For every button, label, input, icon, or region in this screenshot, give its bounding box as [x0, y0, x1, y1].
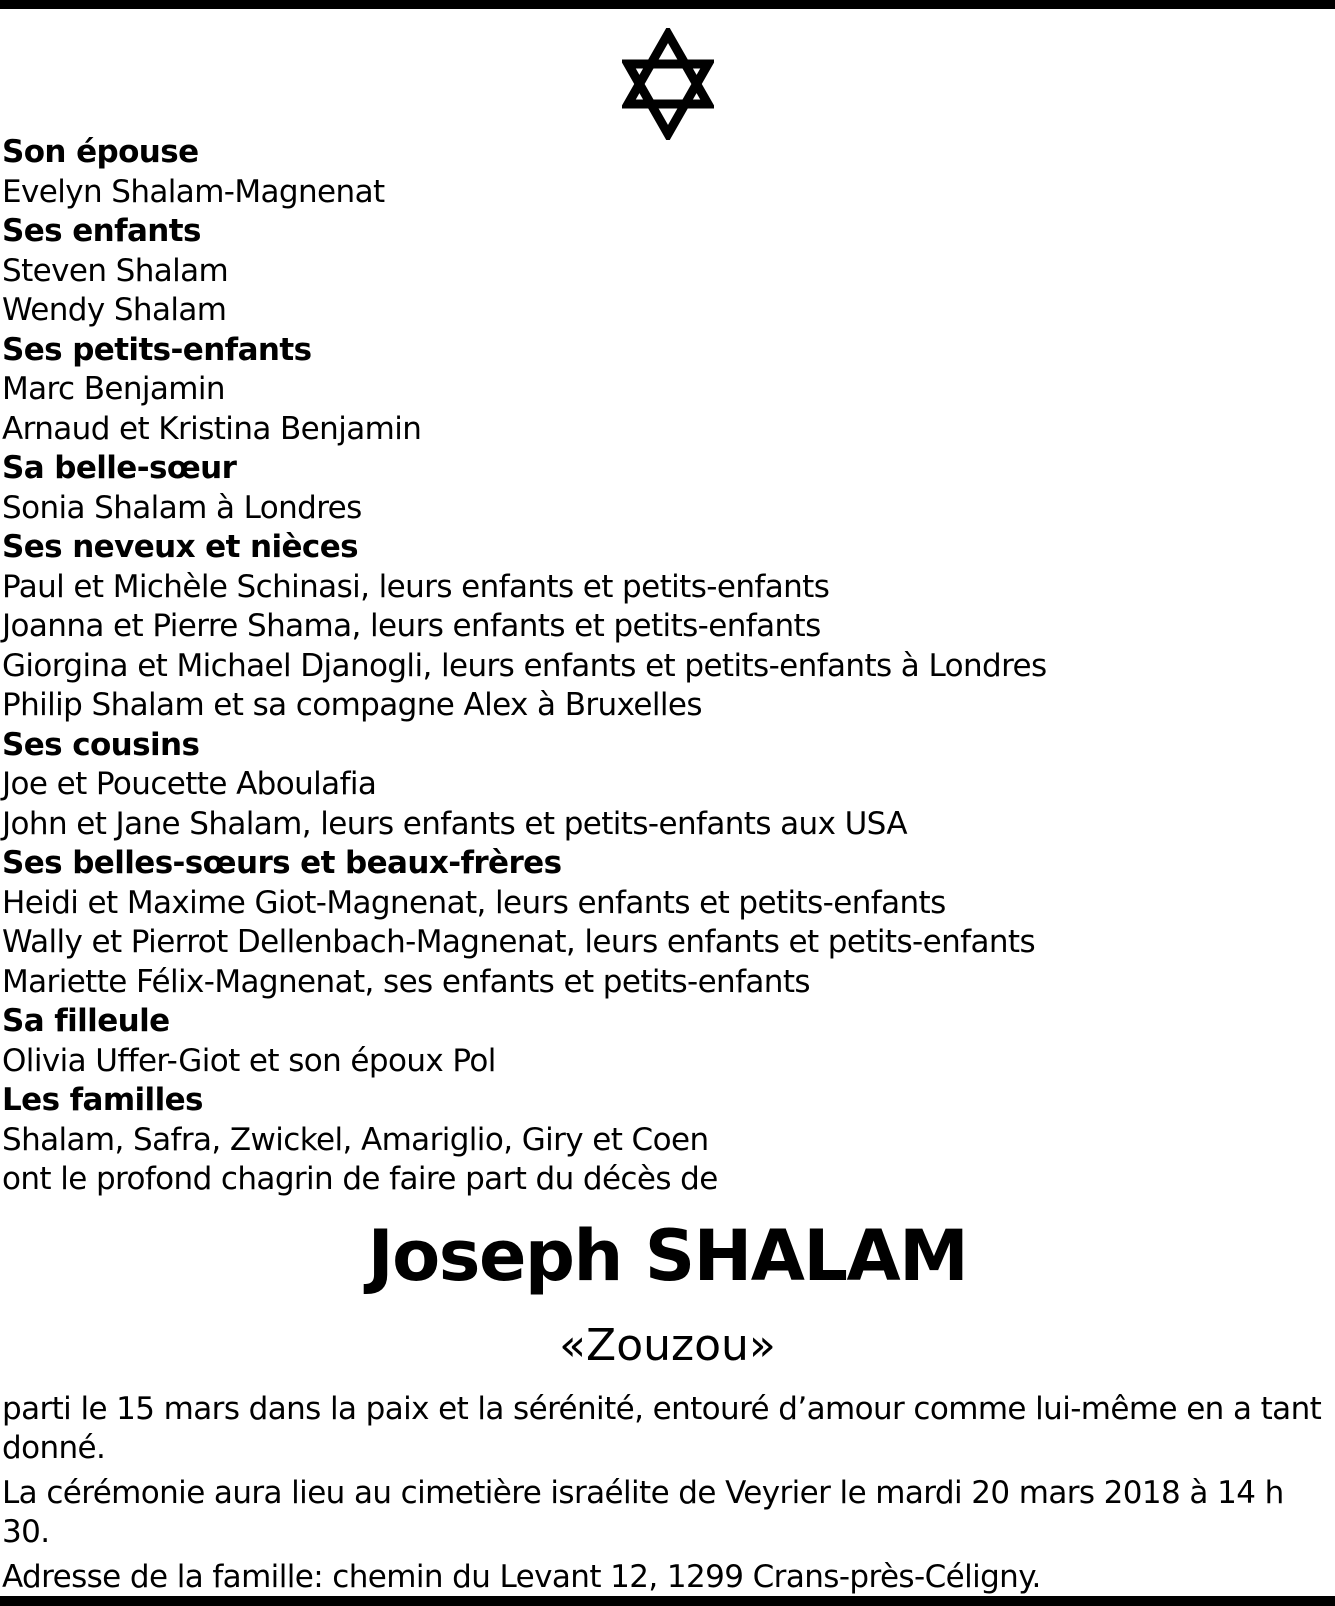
- passing-paragraph: parti le 15 mars dans la paix et la sérénité, entouré d’amour comme lui-même en a tant donné.: [2, 1391, 1322, 1466]
- family-group-heading: Ses belles-sœurs et beaux-frères: [2, 845, 562, 881]
- bottom-border-rule: [0, 1596, 1335, 1606]
- family-member-line: Mariette Félix-Magnenat, ses enfants et petits-enfants: [2, 963, 810, 1000]
- family-group-heading: Son épouse: [2, 134, 199, 170]
- family-member-line: Sonia Shalam à Londres: [2, 489, 362, 526]
- family-group-heading: Ses enfants: [2, 213, 201, 249]
- family-member-line: Wally et Pierrot Dellenbach-Magnenat, leurs enfants et petits-enfants: [2, 924, 1035, 960]
- family-member-line: Olivia Uffer-Giot et son époux Pol: [2, 1042, 496, 1079]
- top-border-rule: [0, 0, 1335, 9]
- family-member-line: ont le profond chagrin de faire part du décès de: [2, 1161, 718, 1197]
- ceremony-paragraph: La cérémonie aura lieu au cimetière israélite de Veyrier le mardi 20 mars 2018 à 14 h 30.: [2, 1475, 1284, 1550]
- family-address-paragraph: Adresse de la famille: chemin du Levant 12, 1299 Crans-près-Céligny.: [2, 1559, 1041, 1595]
- family-member-line: Marc Benjamin: [2, 371, 225, 407]
- family-list: [2, 133, 1332, 1200]
- family-member-line: John et Jane Shalam, leurs enfants et petits-enfants aux USA: [2, 805, 907, 842]
- family-group-heading: Ses cousins: [2, 726, 200, 763]
- announcement-paragraphs: [2, 1390, 1335, 1603]
- deceased-name: Joseph SHALAM: [367, 1215, 968, 1297]
- family-group-heading: Ses neveux et nièces: [2, 529, 358, 565]
- family-member-line: Philip Shalam et sa compagne Alex à Bruxelles: [2, 687, 702, 723]
- family-member-line: Giorgina et Michael Djanogli, leurs enfants et petits-enfants à Londres: [2, 647, 1047, 684]
- family-member-line: Shalam, Safra, Zwickel, Amariglio, Giry et Coen: [2, 1121, 709, 1158]
- family-member-line: Joe et Poucette Aboulafia: [2, 766, 377, 802]
- family-member-line: Paul et Michèle Schinasi, leurs enfants et petits-enfants: [2, 568, 830, 605]
- family-group-heading: Sa belle-sœur: [2, 450, 237, 486]
- family-group-heading: Sa filleule: [2, 1003, 170, 1039]
- family-group-heading: Les familles: [2, 1082, 203, 1118]
- family-member-line: Wendy Shalam: [2, 292, 227, 328]
- family-member-line: Evelyn Shalam-Magnenat: [2, 173, 385, 210]
- star-of-david-icon: [622, 28, 714, 140]
- deceased-nickname: «Zouzou»: [559, 1320, 776, 1371]
- family-member-line: Arnaud et Kristina Benjamin: [2, 410, 422, 447]
- family-member-line: Steven Shalam: [2, 252, 229, 289]
- family-member-line: Joanna et Pierre Shama, leurs enfants et petits-enfants: [2, 608, 821, 644]
- family-member-line: Heidi et Maxime Giot-Magnenat, leurs enfants et petits-enfants: [2, 884, 946, 921]
- family-group-heading: Ses petits-enfants: [2, 331, 312, 368]
